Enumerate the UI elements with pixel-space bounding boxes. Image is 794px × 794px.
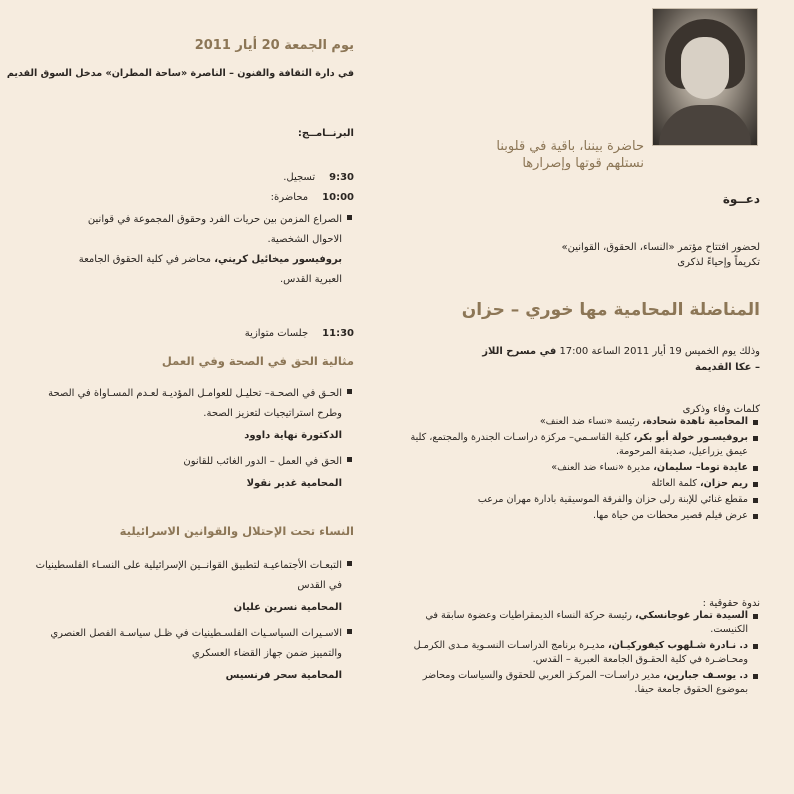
speaker-role: رئيسة «نساء ضد العنف» <box>539 416 643 427</box>
speaker-name: بروفيسـور خولة أبو بكر، <box>633 432 748 443</box>
memorial-section <box>398 404 760 525</box>
schedule-time: 11:30 <box>322 328 354 339</box>
speaker-name: المحامية ناهدة شحادة، <box>642 416 748 427</box>
legal-panel-section <box>398 598 760 699</box>
invitation-title: دعــوة <box>722 192 760 206</box>
list-item <box>398 509 760 523</box>
list-item <box>398 477 760 491</box>
program-label: البرنــامــج: <box>297 128 354 139</box>
schedule-row <box>271 192 354 203</box>
session-2-title: النساء تحت الإحتلال والقوانين الاسرائيلية <box>119 524 354 538</box>
talk-title: الحق في العمل – الدور الغائب للقانون <box>183 456 342 467</box>
speaker-role: مديـرة برنامج الدراسـات النسـوية مـدى الكرمـل ومحـاضـرة في كلية الحقـوق الجامعة العبرية – القدس. <box>413 640 748 665</box>
session-1-block <box>32 384 354 494</box>
speaker-role: كلية القاسـمي– مركزة دراسـات الجندرة والمجتمع، كلية عيمق يزراعيل، صديقة المرحومة. <box>410 432 748 457</box>
speaker-name: المحامية نسرين عليان <box>233 602 342 613</box>
tagline-line-2: نستلهم قوتها وإصرارها <box>522 156 644 171</box>
memorial-list <box>398 415 760 523</box>
panel-list <box>398 609 760 697</box>
list-item <box>398 431 760 459</box>
program-item: عرض فيلم قصير محطات من حياة مها. <box>593 510 748 521</box>
invitation-intro <box>398 240 760 270</box>
memorial-label: كلمات وفاء وذكرى <box>682 404 760 415</box>
schedule-text: جلسات متوازية <box>244 328 309 339</box>
session-2-list <box>32 556 354 596</box>
schedule-text: تسجيل. <box>283 172 316 183</box>
talk-title: الاسـيرات السياسـيات الفلسـطينيات في ظـل سياسـة الفصل العنصري والتمييز ضمن جهاز القضاء العسكري <box>50 628 342 659</box>
list-item <box>398 493 760 507</box>
when-line-1 <box>398 344 760 360</box>
when-prefix: وذلك يوم الخميس 19 أيار 2011 الساعة 17:00 <box>556 346 760 357</box>
speaker-name: المحامية سحر فرنسيس <box>225 670 342 681</box>
schedule-row <box>283 172 354 183</box>
schedule-text: محاضرة: <box>270 192 309 203</box>
panel-label: ندوة حقوقية : <box>702 598 760 609</box>
speaker-role: رئيسة حركة النساء الديمقراطيات وعضوة سابقة في الكنيست. <box>425 610 748 635</box>
when-venue: في مسرح اللاز <box>482 346 557 357</box>
talk-title: الحـق في الصحـة– تحليـل للعوامـل المؤديـة لعـدم المسـاواة في الصحة وطرح استراتيجيات لتعزيز الصحة. <box>48 388 342 419</box>
left-column <box>6 0 360 794</box>
list-item <box>398 461 760 475</box>
session-2-list-2 <box>32 624 354 664</box>
venue-line: في دارة الثقافة والفنون – الناصرة «ساحة المطران» مدخل السوق القديم <box>6 68 354 79</box>
portrait-photo <box>652 8 758 146</box>
list-item <box>398 639 760 667</box>
list-item <box>398 609 760 637</box>
speaker-role: مدير دراسـات– المركـز العربي للحقوق والسياسات ومحاضر بموضوع الحقوق جامعة حيفا. <box>422 670 748 695</box>
list-item <box>32 556 354 596</box>
speaker-name: المحامية غدير نقولا <box>246 478 342 489</box>
lecture-block <box>64 210 354 292</box>
lecture-list <box>64 210 354 290</box>
portrait-shoulders <box>659 105 751 145</box>
speaker-name: الدكتورة نهاية داوود <box>244 430 342 441</box>
list-item <box>32 384 354 424</box>
lecturer-role: محاضر في كلية الحقوق الجامعة العبرية القدس. <box>78 254 342 285</box>
session-1-list-2 <box>32 452 354 472</box>
lecturer-name: بروفيسور ميخائيل كريني، <box>214 254 342 265</box>
speaker-role: كلمة العائلة <box>651 478 700 489</box>
honoree-name: المناضلة المحامية مها خوري – حزان <box>461 300 760 320</box>
portrait-face <box>681 37 729 99</box>
speaker-name: د. نـادرة شـلهوب كيفوركيـان، <box>608 640 748 651</box>
list-item <box>32 624 354 664</box>
speaker-name: عايدة توما– سليمان، <box>653 462 748 473</box>
list-item <box>32 452 354 472</box>
schedule-time: 9:30 <box>329 172 354 183</box>
session-2-block <box>32 556 354 686</box>
intro-line-2: تكريماً وإحياءً لذكرى <box>677 257 760 268</box>
tagline-line-1: حاضرة بيننا، باقية في قلوبنا <box>496 139 644 154</box>
list-item <box>64 210 354 290</box>
speaker-name: د. يوسـف جبارين، <box>663 670 748 681</box>
lecture-title: الصراع المزمن بين حريات الفرد وحقوق المجموعة في قوانين الاحوال الشخصية. <box>87 214 342 245</box>
talk-title: التبعـات الأجتماعيـة لتطبيق القوانــين الإسرائيلية على النسـاء الفلسطينيات في القدس <box>35 560 342 591</box>
schedule-row <box>245 328 354 339</box>
speaker-role: مديرة «نساء ضد العنف» <box>551 462 654 473</box>
when-line-2: – عكا القديمة <box>694 362 760 373</box>
list-item <box>398 669 760 697</box>
speaker-name: السيدة تمار غوجانسكي، <box>635 610 748 621</box>
speaker-name: ريم حزان، <box>700 478 748 489</box>
session-1-title: مثالية الحق في الصحة وفي العمل <box>161 354 354 368</box>
tagline <box>404 138 644 172</box>
list-item <box>398 415 760 429</box>
day-two-title: يوم الجمعة 20 أيار 2011 <box>194 38 354 53</box>
program-item: مقطع غنائي للإبنة رلى حزان والفرقة الموسيقية بادارة مهران مرعب <box>477 494 748 505</box>
intro-line-1: لحضور افتتاح مؤتمر «النساء، الحقوق، القوانين» <box>561 242 760 253</box>
session-1-list <box>32 384 354 424</box>
right-column <box>398 0 764 794</box>
schedule-time: 10:00 <box>322 192 354 203</box>
event-time-place <box>398 344 760 376</box>
